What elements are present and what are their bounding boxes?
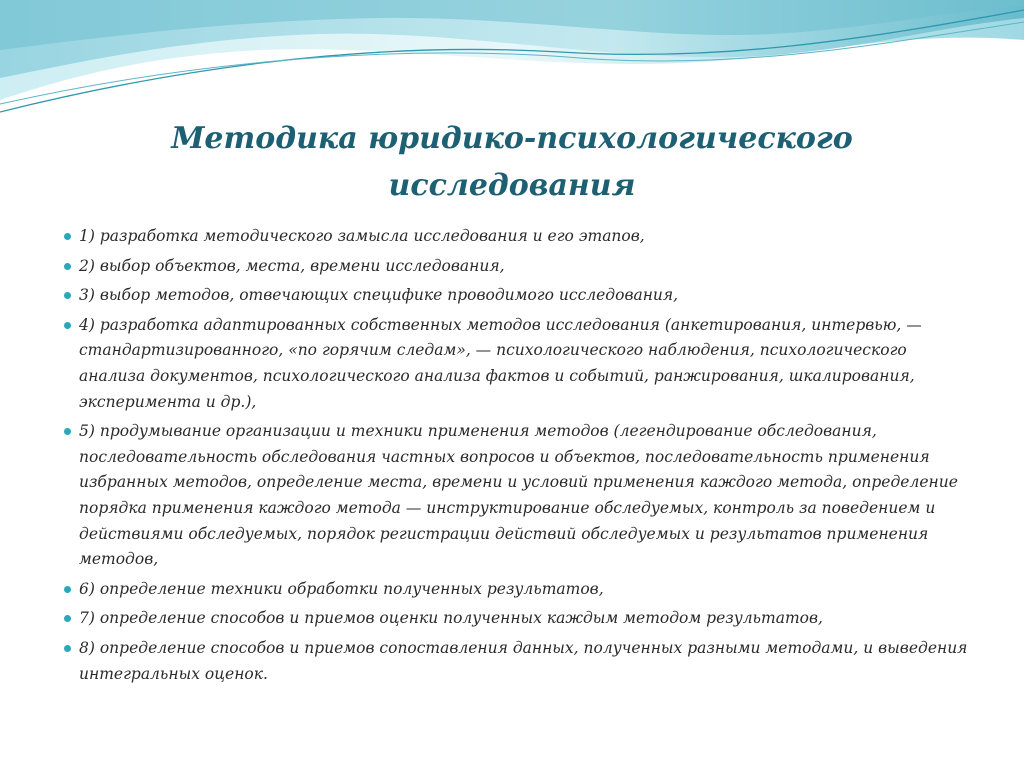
list-item — [62, 577, 974, 603]
list-item — [62, 313, 974, 415]
slide-title — [90, 115, 934, 209]
bullet-dot-icon — [64, 645, 71, 652]
list-item-text: 1) разработка методического замысла исследования и его этапов, — [79, 227, 645, 245]
list-item — [62, 419, 974, 573]
bullet-dot-icon — [64, 292, 71, 299]
list-item-text: 2) выбор объектов, места, времени исследования, — [79, 256, 505, 275]
bullet-dot-icon — [64, 428, 71, 435]
list-item — [62, 636, 974, 687]
slide-title-line2: исследования — [388, 168, 636, 203]
list-item-text: 7) определение способов и приемов оценки полученных каждым методом результатов, — [79, 609, 823, 628]
bullet-dot-icon — [64, 233, 71, 240]
list-item-text: 8) определение способов и приемов сопоставления данных, полученных разными методами, и выведения интегральных оценок. — [79, 638, 968, 683]
bullet-dot-icon — [64, 586, 71, 593]
list-item-text: 4) разработка адаптированных собственных методов исследования (анкетирования, интервью, — стандартизированного, «по горячим следам», — психологического наблюдения, психологического анализа документов, психологического анализа фактов и событий, ранжирования, шкалирования, эксперимента и др.), — [79, 315, 922, 411]
bullet-dot-icon — [64, 263, 71, 270]
list-item — [62, 254, 974, 280]
list-item — [62, 224, 974, 250]
bullet-dot-icon — [64, 322, 71, 329]
list-item — [62, 606, 974, 632]
list-item — [62, 283, 974, 309]
list-item-text: 5) продумывание организации и техники применения методов (легендирование обследования, последовательность обследования частных вопросов и объектов, последовательность применения избранных методов, определение места, времени и условий применения каждого метода, определение порядка применения каждого метода — инструктирование обследуемых, контроль за поведением и действиями обследуемых, порядок регистрации действий обследуемых и результатов применения методов, — [79, 422, 958, 569]
bullet-dot-icon — [64, 615, 71, 622]
slide-title-line1: Методика юридико-психологического — [171, 121, 853, 156]
list-item-text: 3) выбор методов, отвечающих специфике проводимого исследования, — [79, 286, 679, 305]
bullet-list — [62, 224, 974, 691]
wave-header-decoration — [0, 0, 1024, 130]
list-item-text: 6) определение техники обработки полученных результатов, — [79, 579, 604, 598]
